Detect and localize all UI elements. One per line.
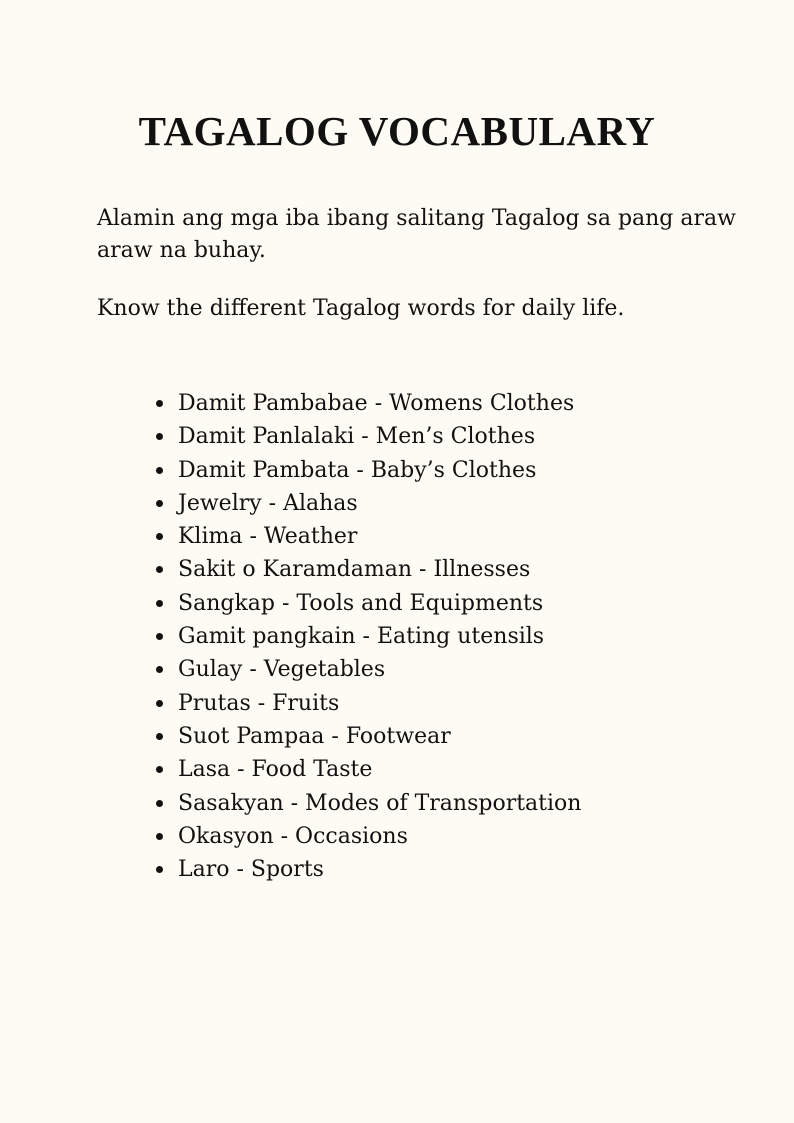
list-item-text: Gamit pangkain - Eating utensils [178, 624, 545, 650]
bullet-icon [156, 566, 163, 573]
list-item-text: Jewelry - Alahas [178, 490, 358, 516]
list-item [154, 820, 581, 853]
bullet-icon [156, 800, 163, 807]
bullet-icon [156, 666, 163, 673]
list-item [154, 620, 581, 653]
list-item-text: Okasyon - Occasions [178, 823, 408, 849]
bullet-icon [156, 700, 163, 707]
bullet-icon [156, 833, 163, 840]
list-item [154, 454, 581, 487]
page-title: TAGALOG VOCABULARY [138, 108, 656, 154]
bullet-icon [156, 400, 163, 407]
list-item [154, 853, 581, 886]
bullet-icon [156, 733, 163, 740]
list-item-text: Sangkap - Tools and Equipments [178, 590, 544, 616]
bullet-icon [156, 467, 163, 474]
list-item [154, 787, 581, 820]
list-item-text: Sakit o Karamdaman - Illnesses [178, 557, 531, 583]
list-item-text: Sasakyan - Modes of Transportation [178, 790, 582, 816]
list-item [154, 420, 581, 453]
bullet-icon [156, 866, 163, 873]
list-item [154, 653, 581, 686]
list-item [154, 587, 581, 620]
list-item-text: Damit Pambata - Baby’s Clothes [178, 457, 537, 483]
intro-english-text: Know the different Tagalog words for daily life. [97, 296, 625, 321]
intro-tagalog-text: Alamin ang mga iba ibang salitang Tagalog sa pang araw araw na buhay. [97, 206, 736, 263]
list-item-text: Gulay - Vegetables [178, 657, 386, 683]
list-item-text: Damit Panlalaki - Men’s Clothes [178, 424, 536, 450]
list-item [154, 387, 581, 420]
list-item [154, 520, 581, 553]
list-item [154, 553, 581, 586]
list-item-text: Lasa - Food Taste [178, 757, 373, 783]
list-item [154, 720, 581, 753]
list-item [154, 687, 581, 720]
vocabulary-list [154, 387, 581, 886]
bullet-icon [156, 766, 163, 773]
bullet-icon [156, 433, 163, 440]
bullet-icon [156, 633, 163, 640]
bullet-icon [156, 500, 163, 507]
bullet-icon [156, 600, 163, 607]
list-item [154, 487, 581, 520]
list-item-text: Suot Pampaa - Footwear [178, 723, 451, 749]
bullet-icon [156, 533, 163, 540]
list-item-text: Damit Pambabae - Womens Clothes [178, 391, 575, 416]
list-item-text: Prutas - Fruits [178, 690, 340, 716]
list-item-text: Klima - Weather [178, 524, 358, 550]
list-item [154, 753, 581, 786]
list-item-text: Laro - Sports [178, 857, 324, 883]
